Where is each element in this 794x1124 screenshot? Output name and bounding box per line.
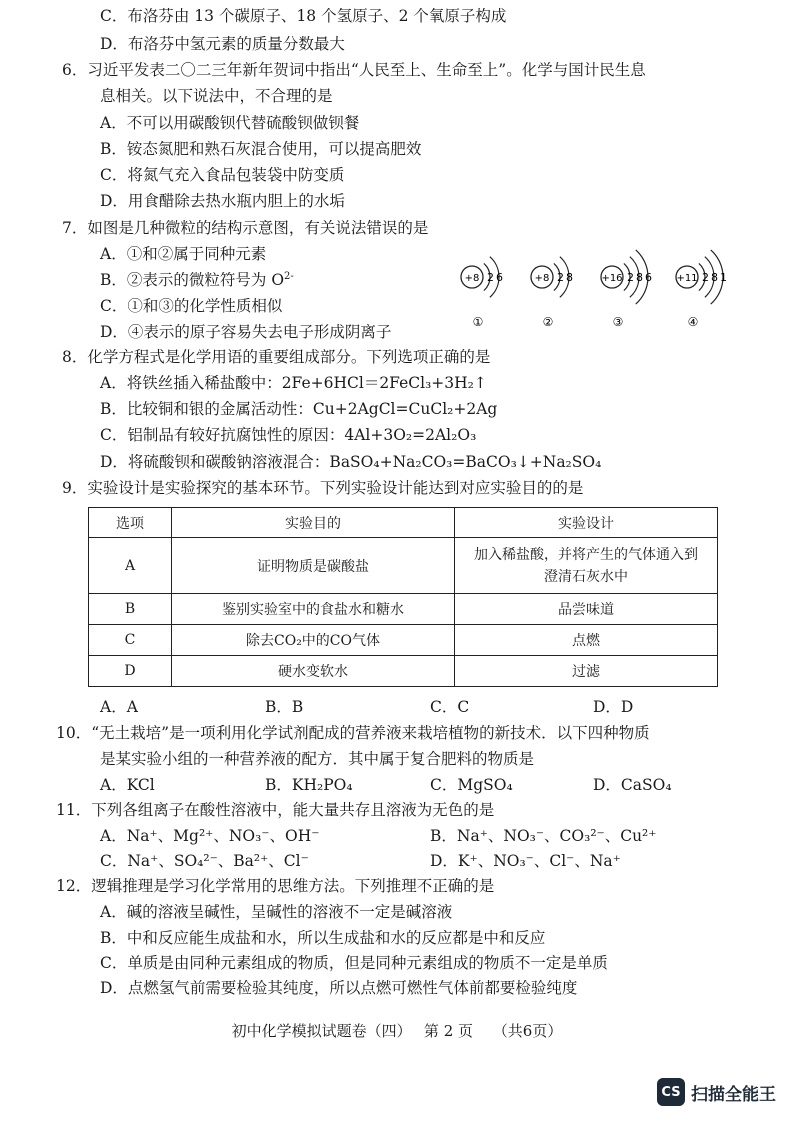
- atom-diagram-label: ③: [612, 315, 624, 329]
- q11-option-a: A．Na⁺、Mg²⁺、NO₃⁻、OH⁻: [100, 827, 320, 845]
- shell-electron-count: 2: [627, 271, 634, 284]
- table-header-cell: 实验设计: [455, 508, 718, 538]
- nucleus-charge: +8: [464, 273, 480, 284]
- table-cell: 过滤: [455, 656, 718, 687]
- table-cell: 加入稀盐酸，并将产生的气体通入到澄清石灰水中: [455, 538, 718, 594]
- shell-electron-count: 6: [496, 271, 503, 284]
- table-cell: 鉴别实验室中的食盐水和糖水: [172, 594, 455, 625]
- q12-option-a: A．碱的溶液呈碱性，呈碱性的溶液不一定是碱溶液: [100, 903, 453, 921]
- q8-option-a: A．将铁丝插入稀盐酸中：2Fe+6HCl＝2FeCl₃+3H₂↑: [100, 374, 487, 392]
- shell-electron-count: 2: [557, 271, 564, 284]
- atom-diagram-2: [531, 257, 573, 329]
- q9-option-b: B．B: [265, 698, 304, 716]
- page-footer: 初中化学模拟试题卷（四） 第 2 页 （共6页）: [231, 1022, 563, 1040]
- table-cell: 点燃: [455, 625, 718, 656]
- table-row: [89, 538, 718, 594]
- atom-structure-diagrams: [452, 232, 742, 332]
- q12-option-d: D．点燃氢气前需要检验其纯度，所以点燃可燃性气体前都要检验纯度: [100, 979, 578, 997]
- q6-option-a: A．不可以用碳酸钡代替硫酸钡做钡餐: [100, 114, 360, 132]
- shell-electron-count: 6: [645, 271, 652, 284]
- q9-table: [88, 507, 718, 687]
- q7-option-b-text: B．②表示的微粒符号为 O: [100, 271, 285, 289]
- table-header-row: [89, 508, 718, 538]
- atom-diagram-1: [461, 257, 503, 329]
- q7-option-d: D．④表示的原子容易失去电子形成阴离子: [100, 323, 392, 341]
- q10-option-b: B．KH₂PO₄: [265, 776, 353, 794]
- table-cell: 除去CO₂中的CO气体: [172, 625, 455, 656]
- q10-option-a: A．KCl: [100, 776, 155, 794]
- q5-option-c: C．布洛芬由 13 个碳原子、18 个氢原子、2 个氧原子构成: [100, 7, 507, 25]
- q7-stem: 7．如图是几种微粒的结构示意图，有关说法错误的是: [62, 219, 429, 237]
- shell-electron-count: 1: [720, 271, 727, 284]
- table-cell: 品尝味道: [455, 594, 718, 625]
- nucleus-charge: +11: [676, 273, 698, 284]
- camscanner-logo-icon: CS: [657, 1078, 685, 1106]
- q9-stem: 9．实验设计是实验探究的基本环节。下列实验设计能达到对应实验目的的是: [62, 479, 584, 497]
- q11-option-d: D．K⁺、NO₃⁻、Cl⁻、Na⁺: [430, 852, 621, 870]
- q12-stem: 12．逻辑推理是学习化学常用的思维方法。下列推理不正确的是: [56, 877, 495, 895]
- table-cell: A: [89, 538, 172, 594]
- q7-option-b: [100, 270, 294, 290]
- shell-electron-count: 2: [702, 271, 709, 284]
- q6-stem-line1: 6．习近平发表二〇二三年新年贺词中指出“人民至上、生命至上”。化学与国计民生息: [62, 61, 646, 79]
- q9-option-a: A．A: [100, 698, 138, 716]
- table-cell: C: [89, 625, 172, 656]
- atom-diagram-3: [601, 250, 652, 329]
- shell-electron-count: 2: [487, 271, 494, 284]
- q7-option-c: C．①和③的化学性质相似: [100, 297, 283, 315]
- q10-stem-line2: 是某实验小组的一种营养液的配方．其中属于复合肥料的物质是: [100, 750, 535, 768]
- table-header-cell: 实验目的: [172, 508, 455, 538]
- q10-option-c: C．MgSO₄: [430, 776, 513, 794]
- q11-option-c: C．Na⁺、SO₄²⁻、Ba²⁺、Cl⁻: [100, 852, 309, 870]
- q6-stem-line2: 息相关。以下说法中，不合理的是: [100, 87, 333, 105]
- q12-option-c: C．单质是由同种元素组成的物质，但是同种元素组成的物质不一定是单质: [100, 954, 608, 972]
- table-row: [89, 625, 718, 656]
- q9-option-d: D．D: [593, 698, 634, 716]
- q6-option-b: B．铵态氮肥和熟石灰混合使用，可以提高肥效: [100, 140, 422, 158]
- atom-diagram-4: [676, 250, 727, 329]
- table-row: [89, 656, 718, 687]
- atom-diagram-label: ④: [687, 315, 699, 329]
- q8-option-d: D．将硫酸钡和碳酸钠溶液混合：BaSO₄+Na₂CO₃=BaCO₃↓+Na₂SO₄: [100, 453, 602, 471]
- q12-option-b: B．中和反应能生成盐和水，所以生成盐和水的反应都是中和反应: [100, 929, 546, 947]
- shell-electron-count: 8: [711, 271, 718, 284]
- q11-option-b: B．Na⁺、NO₃⁻、CO₃²⁻、Cu²⁺: [430, 827, 657, 845]
- q6-option-d: D．用食醋除去热水瓶内胆上的水垢: [100, 192, 345, 210]
- q11-stem: 11．下列各组离子在酸性溶液中，能大量共存且溶液为无色的是: [56, 801, 495, 819]
- table-row: [89, 594, 718, 625]
- shell-electron-count: 8: [566, 271, 573, 284]
- q9-option-c: C．C: [430, 698, 470, 716]
- table-cell: B: [89, 594, 172, 625]
- q10-option-d: D．CaSO₄: [593, 776, 672, 794]
- q7-option-b-charge: 2-: [284, 270, 294, 282]
- table-cell: 证明物质是碳酸盐: [172, 538, 455, 594]
- q6-option-c: C．将氮气充入食品包装袋中防变质: [100, 166, 345, 184]
- table-cell: D: [89, 656, 172, 687]
- q7-option-a: A．①和②属于同种元素: [100, 245, 267, 263]
- atom-diagram-label: ②: [542, 315, 554, 329]
- table-cell: 硬水变软水: [172, 656, 455, 687]
- q10-stem-line1: 10．“无土栽培”是一项利用化学试剂配成的营养液来栽培植物的新技术．以下四种物质: [56, 724, 650, 742]
- camscanner-logo-text: 扫描全能王: [691, 1084, 776, 1105]
- q8-option-c: C．铝制品有较好抗腐蚀性的原因：4Al+3O₂=2Al₂O₃: [100, 426, 477, 444]
- nucleus-charge: +16: [601, 273, 623, 284]
- q8-option-b: B．比较铜和银的金属活动性：Cu+2AgCl=CuCl₂+2Ag: [100, 400, 498, 418]
- q5-option-d: D．布洛芬中氢元素的质量分数最大: [100, 35, 345, 53]
- camscanner-watermark: [657, 1078, 776, 1106]
- table-header-cell: 选项: [89, 508, 172, 538]
- shell-electron-count: 8: [636, 271, 643, 284]
- nucleus-charge: +8: [534, 273, 550, 284]
- q8-stem: 8．化学方程式是化学用语的重要组成部分。下列选项正确的是: [62, 348, 491, 366]
- atom-diagram-label: ①: [472, 315, 484, 329]
